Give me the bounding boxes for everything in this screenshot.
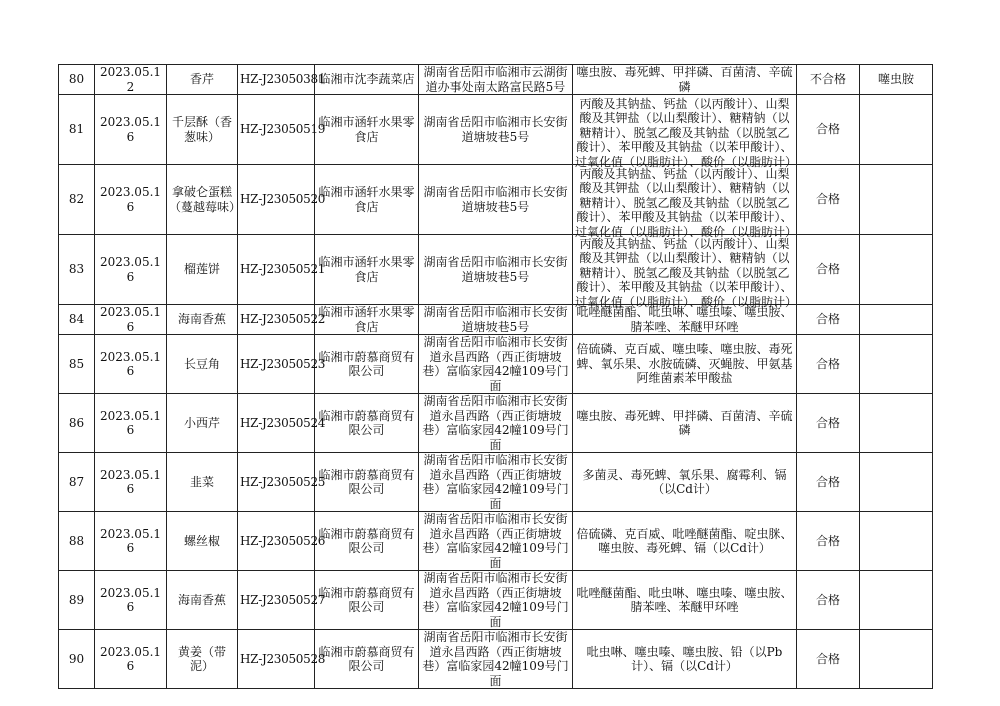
row-number: 83	[59, 235, 95, 305]
sampling-date: 2023.05.16	[95, 335, 167, 394]
shop-name: 临湘市蔚慕商贸有限公司	[315, 335, 419, 394]
sample-name: 千层酥（香葱味）	[167, 95, 238, 165]
row-number: 87	[59, 453, 95, 512]
row-number: 82	[59, 165, 95, 235]
test-result: 合格	[797, 95, 860, 165]
sampling-date: 2023.05.16	[95, 305, 167, 335]
row-number: 88	[59, 512, 95, 571]
failed-item	[860, 165, 933, 235]
sampling-date: 2023.05.16	[95, 95, 167, 165]
shop-address: 湖南省岳阳市临湘市长安街道永昌西路（西正街塘坡巷）富临家园42幢109号门面	[419, 335, 573, 394]
table-row	[59, 165, 933, 235]
table-row	[59, 453, 933, 512]
sampling-date: 2023.05.16	[95, 571, 167, 630]
test-items: 噻虫胺、毒死蜱、甲拌磷、百菌清、辛硫磷	[573, 65, 797, 95]
failed-item	[860, 512, 933, 571]
failed-item	[860, 630, 933, 689]
test-items-text: 丙酸及其钠盐、钙盐（以丙酸计）、山梨酸及其钾盐（以山梨酸计）、糖精钠（以糖精计）、脱氢乙酸及其钠盐（以脱氢乙酸计）、苯甲酸及其钠盐（以苯甲酸计）、过氧化值（以脂肪计）、酸价（以脂肪计）	[575, 96, 798, 169]
sampling-date: 2023.05.16	[95, 165, 167, 235]
failed-item	[860, 235, 933, 305]
sample-code: HZ-J23050524	[238, 394, 315, 453]
sample-code: HZ-J23050520	[238, 165, 315, 235]
test-result: 合格	[797, 165, 860, 235]
test-result: 合格	[797, 335, 860, 394]
sample-code: HZ-J23050521	[238, 235, 315, 305]
sample-name: 黄姜（带泥）	[167, 630, 238, 689]
row-number: 81	[59, 95, 95, 165]
test-items: 倍硫磷、克百威、噻虫嗪、噻虫胺、毒死蜱、氧乐果、水胺硫磷、灭蝇胺、甲氨基阿维菌素苯甲酸盐	[573, 335, 797, 394]
test-items-text: 丙酸及其钠盐、钙盐（以丙酸计）、山梨酸及其钾盐（以山梨酸计）、糖精钠（以糖精计）、脱氢乙酸及其钠盐（以脱氢乙酸计）、苯甲酸及其钠盐（以苯甲酸计）、过氧化值（以脂肪计）、酸价（以脂肪计）	[575, 166, 798, 239]
test-result: 合格	[797, 571, 860, 630]
sample-code: HZ-J23050523	[238, 335, 315, 394]
shop-name: 临湘市涵轩水果零食店	[315, 95, 419, 165]
sample-code: HZ-J23050381	[238, 65, 315, 95]
failed-item	[860, 453, 933, 512]
sample-code: HZ-J23050528	[238, 630, 315, 689]
sampling-date: 2023.05.16	[95, 630, 167, 689]
sample-code: HZ-J23050526	[238, 512, 315, 571]
shop-address: 湖南省岳阳市临湘市长安街道塘坡巷5号	[419, 95, 573, 165]
sample-code: HZ-J23050519	[238, 95, 315, 165]
table-row	[59, 305, 933, 335]
test-items	[573, 235, 798, 309]
shop-name: 临湘市蔚慕商贸有限公司	[315, 571, 419, 630]
sample-name: 长豆角	[167, 335, 238, 394]
row-number: 89	[59, 571, 95, 630]
table-row	[59, 512, 933, 571]
row-number: 85	[59, 335, 95, 394]
sampling-date: 2023.05.16	[95, 394, 167, 453]
row-number: 84	[59, 305, 95, 335]
test-result: 合格	[797, 630, 860, 689]
sample-name: 海南香蕉	[167, 305, 238, 335]
test-items: 吡唑醚菌酯、吡虫啉、噻虫嗪、噻虫胺、腈苯唑、苯醚甲环唑	[573, 305, 797, 335]
sample-name: 海南香蕉	[167, 571, 238, 630]
shop-address: 湖南省岳阳市临湘市长安街道永昌西路（西正街塘坡巷）富临家园42幢109号门面	[419, 571, 573, 630]
test-items	[573, 165, 798, 239]
sample-name: 拿破仑蛋糕（蔓越莓味）	[167, 165, 238, 235]
shop-name: 临湘市蔚慕商贸有限公司	[315, 512, 419, 571]
shop-address: 湖南省岳阳市临湘市长安街道永昌西路（西正街塘坡巷）富临家园42幢109号门面	[419, 394, 573, 453]
table-row	[59, 571, 933, 630]
shop-address: 湖南省岳阳市临湘市长安街道永昌西路（西正街塘坡巷）富临家园42幢109号门面	[419, 512, 573, 571]
test-items: 吡唑醚菌酯、吡虫啉、噻虫嗪、噻虫胺、腈苯唑、苯醚甲环唑	[573, 571, 797, 630]
test-items: 吡虫啉、噻虫嗪、噻虫胺、铅（以Pb计）、镉（以Cd计）	[573, 630, 797, 689]
shop-name: 临湘市沈李蔬菜店	[315, 65, 419, 95]
row-number: 90	[59, 630, 95, 689]
sample-code: HZ-J23050527	[238, 571, 315, 630]
sample-name: 螺丝椒	[167, 512, 238, 571]
table-row	[59, 630, 933, 689]
test-result: 合格	[797, 512, 860, 571]
sampling-date: 2023.05.16	[95, 235, 167, 305]
test-result: 合格	[797, 235, 860, 305]
shop-address: 湖南省岳阳市临湘市长安街道塘坡巷5号	[419, 305, 573, 335]
test-items-text: 丙酸及其钠盐、钙盐（以丙酸计）、山梨酸及其钾盐（以山梨酸计）、糖精钠（以糖精计）、脱氢乙酸及其钠盐（以脱氢乙酸计）、苯甲酸及其钠盐（以苯甲酸计）、过氧化值（以脂肪计）、酸价（以脂肪计）	[575, 236, 798, 309]
test-result: 合格	[797, 453, 860, 512]
table-row	[59, 394, 933, 453]
shop-name: 临湘市涵轩水果零食店	[315, 305, 419, 335]
failed-item	[860, 95, 933, 165]
sampling-date: 2023.05.12	[95, 65, 167, 95]
test-result: 不合格	[797, 65, 860, 95]
shop-address: 湖南省岳阳市临湘市长安街道永昌西路（西正街塘坡巷）富临家园42幢109号门面	[419, 453, 573, 512]
row-number: 80	[59, 65, 95, 95]
row-number: 86	[59, 394, 95, 453]
failed-item	[860, 394, 933, 453]
sampling-date: 2023.05.16	[95, 512, 167, 571]
shop-name: 临湘市蔚慕商贸有限公司	[315, 394, 419, 453]
inspection-table	[58, 64, 933, 689]
shop-address: 湖南省岳阳市临湘市长安街道塘坡巷5号	[419, 165, 573, 235]
test-items	[573, 95, 798, 169]
shop-name: 临湘市涵轩水果零食店	[315, 165, 419, 235]
failed-item	[860, 571, 933, 630]
sample-name: 榴莲饼	[167, 235, 238, 305]
shop-address: 湖南省岳阳市临湘市云湖街道办事处南太路富民路5号	[419, 65, 573, 95]
failed-item	[860, 305, 933, 335]
shop-name: 临湘市蔚慕商贸有限公司	[315, 453, 419, 512]
shop-address: 湖南省岳阳市临湘市长安街道永昌西路（西正街塘坡巷）富临家园42幢109号门面	[419, 630, 573, 689]
table-row	[59, 65, 933, 95]
test-items: 多菌灵、毒死蜱、氧乐果、腐霉利、镉（以Cd计）	[573, 453, 797, 512]
shop-name: 临湘市蔚慕商贸有限公司	[315, 630, 419, 689]
table-body	[59, 65, 933, 689]
shop-address: 湖南省岳阳市临湘市长安街道塘坡巷5号	[419, 235, 573, 305]
table-row	[59, 95, 933, 165]
test-result: 合格	[797, 305, 860, 335]
table-row	[59, 235, 933, 305]
test-result: 合格	[797, 394, 860, 453]
table-row	[59, 335, 933, 394]
sample-name: 韭菜	[167, 453, 238, 512]
shop-name: 临湘市涵轩水果零食店	[315, 235, 419, 305]
failed-item: 噻虫胺	[860, 65, 933, 95]
sample-name: 香芹	[167, 65, 238, 95]
sampling-date: 2023.05.16	[95, 453, 167, 512]
sample-name: 小西芹	[167, 394, 238, 453]
sample-code: HZ-J23050525	[238, 453, 315, 512]
failed-item	[860, 335, 933, 394]
test-items: 倍硫磷、克百威、吡唑醚菌酯、啶虫脒、噻虫胺、毒死蜱、镉（以Cd计）	[573, 512, 797, 571]
test-items: 噻虫胺、毒死蜱、甲拌磷、百菌清、辛硫磷	[573, 394, 797, 453]
sample-code: HZ-J23050522	[238, 305, 315, 335]
